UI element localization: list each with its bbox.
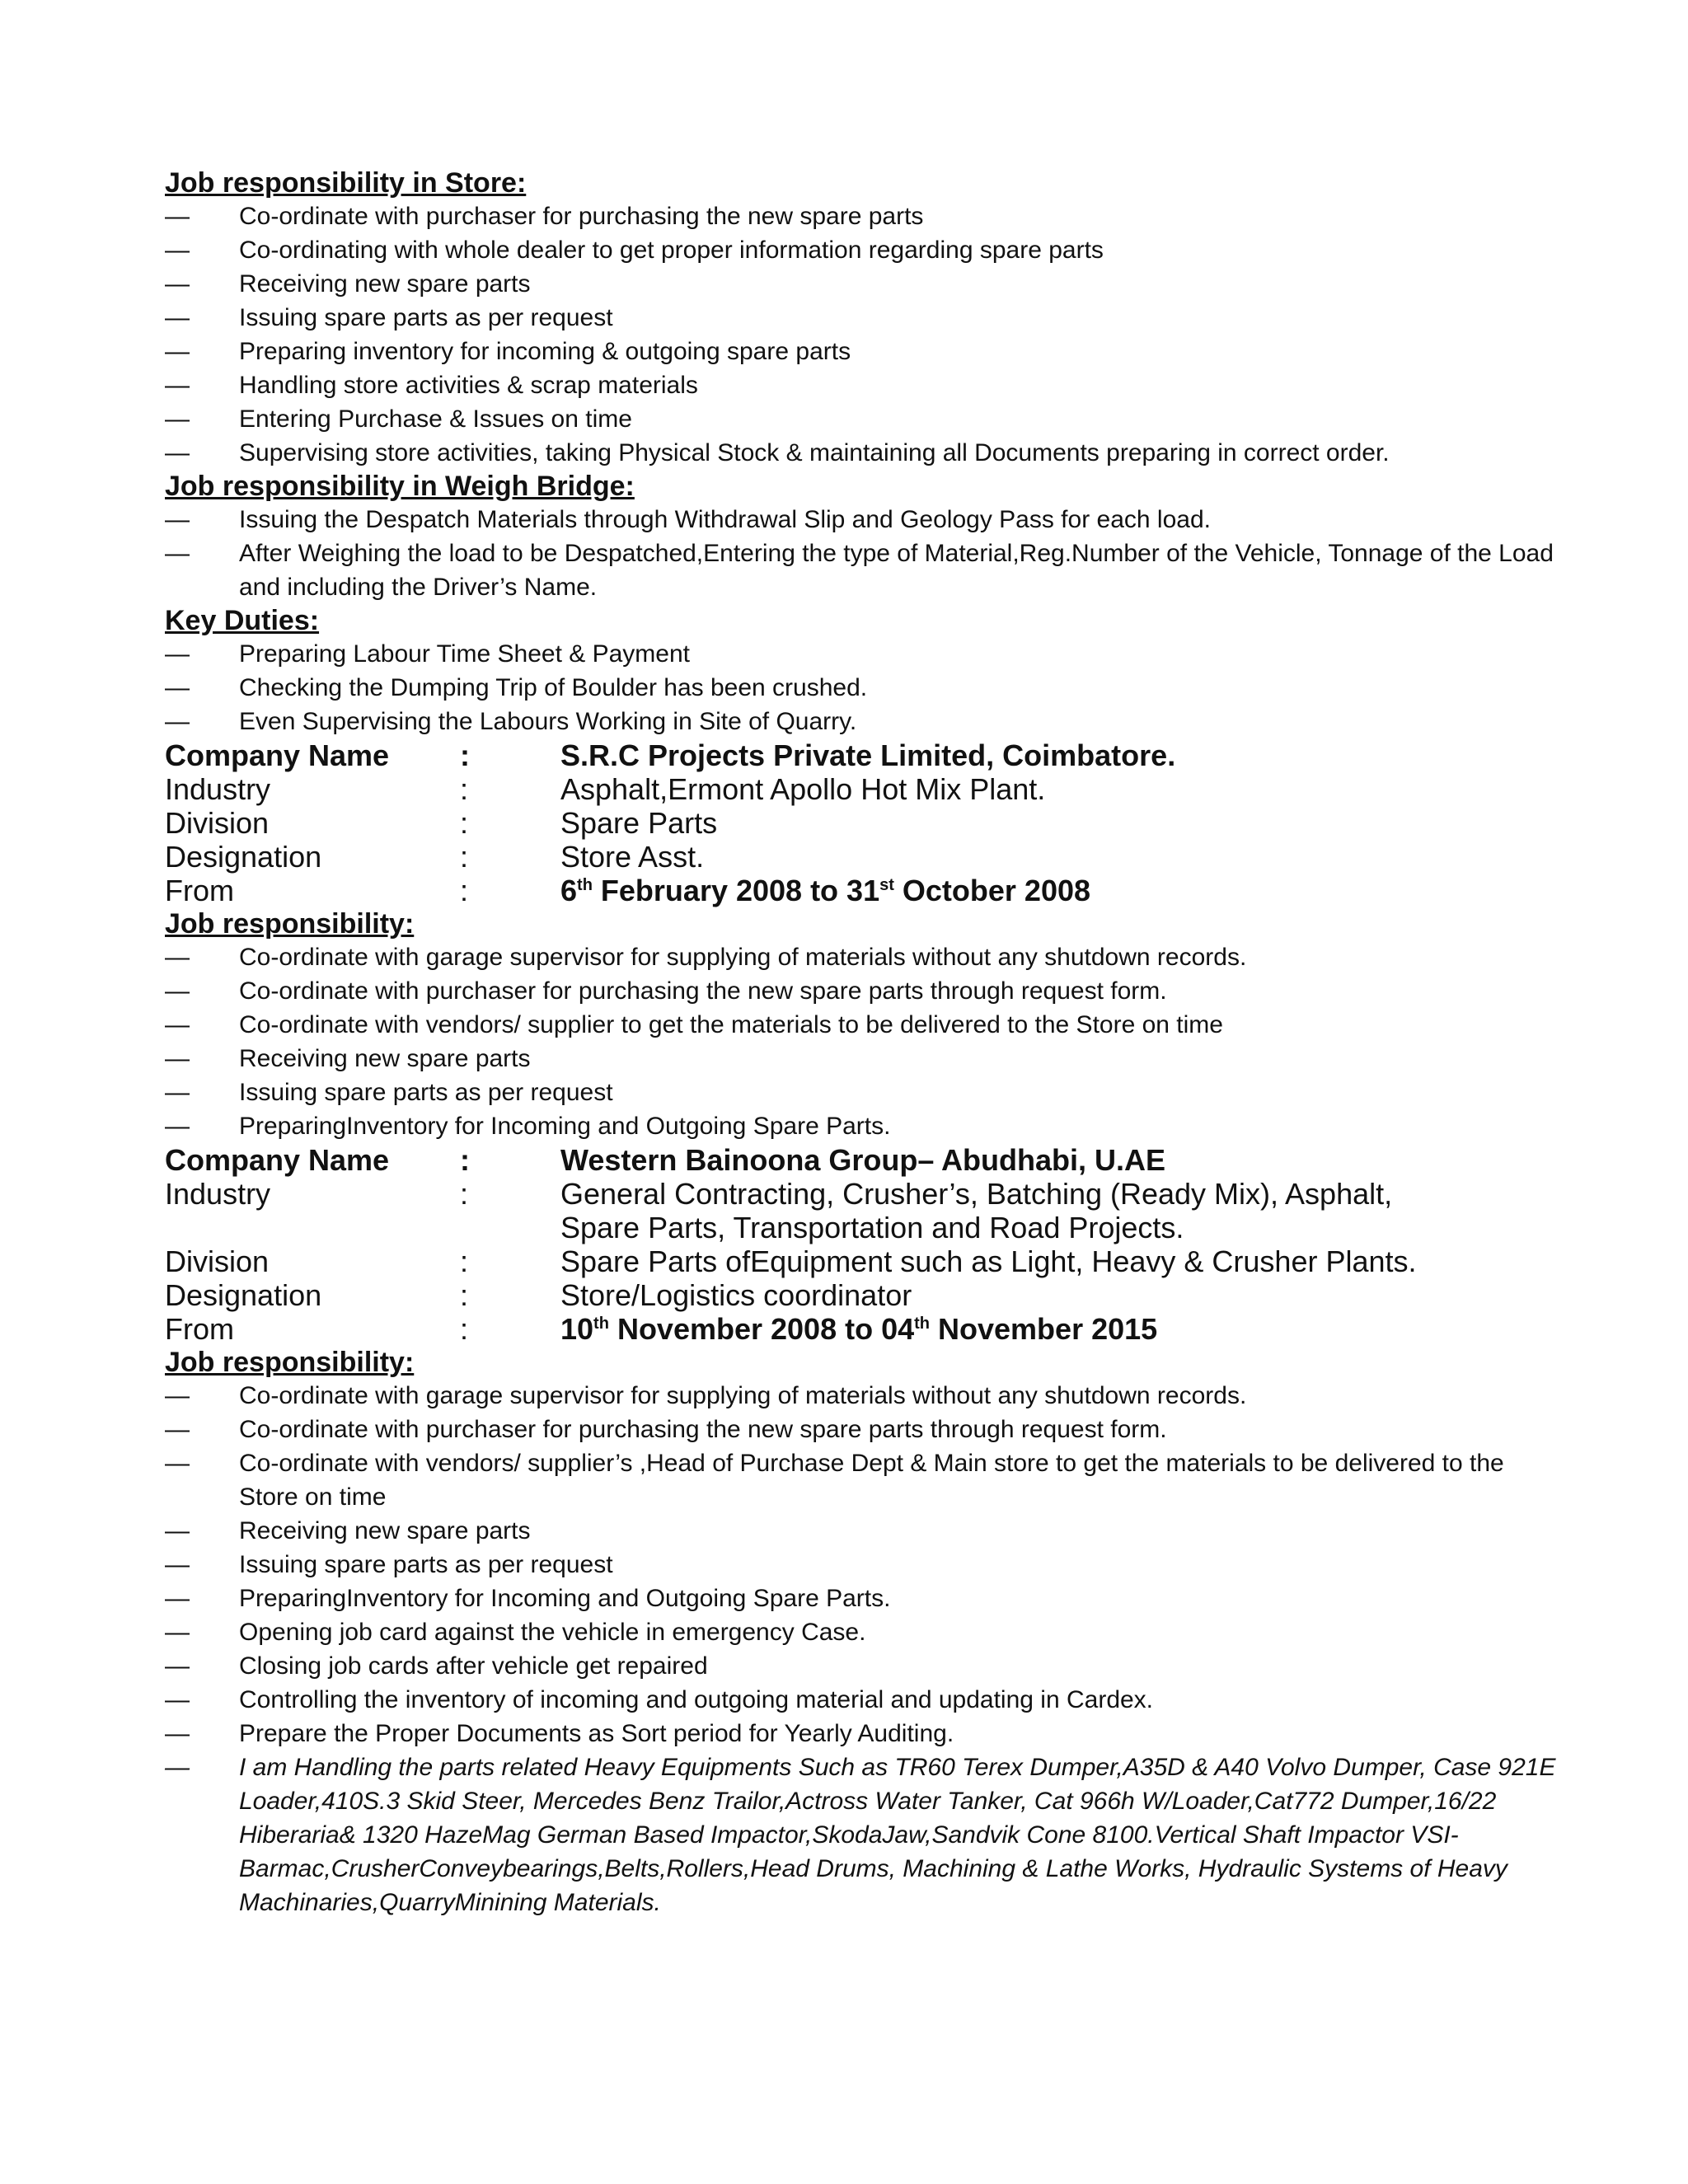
- info-row-from: [165, 1312, 1556, 1346]
- colon: :: [460, 874, 469, 907]
- colon: :: [460, 738, 470, 772]
- designation-label: Designation: [165, 840, 322, 874]
- list-item: — Prepare the Proper Documents as Sort period for Yearly Auditing.: [165, 1717, 1556, 1750]
- designation-value: Store Asst.: [560, 840, 705, 874]
- colon: :: [460, 1278, 469, 1312]
- store-list: [165, 199, 1556, 470]
- key-duties-list: [165, 637, 1556, 738]
- key-duties-heading: Key Duties:: [165, 605, 320, 636]
- info-row-designation: [165, 840, 1556, 874]
- list-item: — Even Supervising the Labours Working in Site of Quarry.: [165, 705, 1556, 738]
- list-item: — Co-ordinate with garage supervisor for supplying of materials without any shutdown records.: [165, 940, 1556, 974]
- colon: :: [460, 772, 469, 806]
- info-row-company: [165, 1143, 1556, 1177]
- src-job-heading: Job responsibility:: [165, 908, 415, 940]
- list-item: — Issuing spare parts as per request: [165, 1076, 1556, 1109]
- list-item: — PreparingInventory for Incoming and Outgoing Spare Parts.: [165, 1109, 1556, 1143]
- designation-label: Designation: [165, 1278, 322, 1312]
- src-company-info: [165, 738, 1556, 907]
- date-range: 6th February 2008 to 31st October 2008: [560, 874, 1091, 907]
- list-item: — Entering Purchase & Issues on time: [165, 402, 1556, 436]
- wbg-company-info: [165, 1143, 1556, 1346]
- list-item: — Opening job card against the vehicle in emergency Case.: [165, 1615, 1556, 1649]
- list-item: — Co-ordinate with garage supervisor for supplying of materials without any shutdown records.: [165, 1379, 1556, 1413]
- list-item: — Handling store activities & scrap materials: [165, 368, 1556, 402]
- colon: :: [460, 1312, 469, 1346]
- info-row-industry: [165, 772, 1556, 806]
- list-item: — Issuing spare parts as per request: [165, 301, 1556, 335]
- list-item: — Controlling the inventory of incoming and outgoing material and updating in Cardex.: [165, 1683, 1556, 1717]
- info-row-industry: [165, 1177, 1556, 1244]
- from-label: From: [165, 1312, 234, 1346]
- list-item: — Preparing inventory for incoming & outgoing spare parts: [165, 335, 1556, 368]
- list-item: — Supervising store activities, taking Physical Stock & maintaining all Documents preparing in correct order.: [165, 436, 1556, 470]
- division-label: Division: [165, 806, 270, 840]
- list-item: — Co-ordinate with purchaser for purchasing the new spare parts: [165, 199, 1556, 233]
- list-item: — Receiving new spare parts: [165, 267, 1556, 301]
- list-item: — Preparing Labour Time Sheet & Payment: [165, 637, 1556, 671]
- from-label: From: [165, 874, 234, 907]
- wbg-job-list: [165, 1379, 1556, 1919]
- colon: :: [460, 840, 469, 874]
- division-value: Spare Parts ofEquipment such as Light, Heavy & Crusher Plants.: [560, 1244, 1417, 1278]
- list-item: — Receiving new spare parts: [165, 1514, 1556, 1548]
- list-item: — Closing job cards after vehicle get repaired: [165, 1649, 1556, 1683]
- list-item: — Co-ordinate with vendors/ supplier’s ,Head of Purchase Dept & Main store to get the materials to be delivered to the Store on time: [165, 1446, 1556, 1514]
- list-item: — Co-ordinating with whole dealer to get proper information regarding spare parts: [165, 233, 1556, 267]
- list-item: — Receiving new spare parts: [165, 1042, 1556, 1076]
- company-label: Company Name: [165, 738, 390, 772]
- company-label: Company Name: [165, 1143, 390, 1177]
- info-row-division: [165, 1244, 1556, 1278]
- info-row-division: [165, 806, 1556, 840]
- weigh-bridge-list: [165, 503, 1556, 604]
- list-item: — PreparingInventory for Incoming and Outgoing Spare Parts.: [165, 1582, 1556, 1615]
- colon: :: [460, 1244, 469, 1278]
- division-label: Division: [165, 1244, 270, 1278]
- list-item: — Issuing the Despatch Materials through Withdrawal Slip and Geology Pass for each load.: [165, 503, 1556, 537]
- industry-label: Industry: [165, 1177, 271, 1211]
- info-row-from: [165, 874, 1556, 907]
- list-item: — Checking the Dumping Trip of Boulder has been crushed.: [165, 671, 1556, 705]
- colon: :: [460, 806, 469, 840]
- company-value: Western Bainoona Group– Abudhabi, U.AE: [560, 1143, 1166, 1177]
- industry-label: Industry: [165, 772, 271, 806]
- info-row-designation: [165, 1278, 1556, 1312]
- colon: :: [460, 1143, 470, 1177]
- colon: :: [460, 1177, 469, 1211]
- company-value: S.R.C Projects Private Limited, Coimbatore.: [560, 738, 1176, 772]
- weigh-bridge-heading: Job responsibility in Weigh Bridge:: [165, 471, 635, 502]
- store-heading: Job responsibility in Store:: [165, 167, 527, 199]
- date-range: 10th November 2008 to 04th November 2015: [560, 1312, 1158, 1346]
- list-item-equipment: — I am Handling the parts related Heavy Equipments Such as TR60 Terex Dumper,A35D & A40 Volvo Dumper, Case 921E Loader,410S.3 Skid Steer, Mercedes Benz Trailor,Actross Water Tanker, Cat 966h W/Loader,Cat772 Dumper,16/22 Hiberaria& 1320 HazeMag German Based Impactor,SkodaJaw,Sandvik Cone 8100.Vertical Shaft Impactor VSI-Barmac,CrusherConveybearings,Belts,Rollers,Head Drums, Machining & Lathe Works, Hydraulic Systems of Heavy Machinaries,QuarryMinining Materials.: [165, 1750, 1556, 1919]
- industry-value: General Contracting, Crusher’s, Batching (Ready Mix), Asphalt, Spare Parts, Transportation and Road Projects.: [560, 1177, 1393, 1244]
- src-job-list: [165, 940, 1556, 1143]
- list-item: — Issuing spare parts as per request: [165, 1548, 1556, 1582]
- division-value: Spare Parts: [560, 806, 718, 840]
- list-item: — After Weighing the load to be Despatched,Entering the type of Material,Reg.Number of the Vehicle, Tonnage of the Load and including the Driver’s Name.: [165, 537, 1556, 604]
- list-item: — Co-ordinate with vendors/ supplier to get the materials to be delivered to the Store on time: [165, 1008, 1556, 1042]
- list-item: — Co-ordinate with purchaser for purchasing the new spare parts through request form.: [165, 1413, 1556, 1446]
- wbg-job-heading: Job responsibility:: [165, 1347, 415, 1378]
- list-item: — Co-ordinate with purchaser for purchasing the new spare parts through request form.: [165, 974, 1556, 1008]
- designation-value: Store/Logistics coordinator: [560, 1278, 912, 1312]
- info-row-company: [165, 738, 1556, 772]
- industry-value: Asphalt,Ermont Apollo Hot Mix Plant.: [560, 772, 1046, 806]
